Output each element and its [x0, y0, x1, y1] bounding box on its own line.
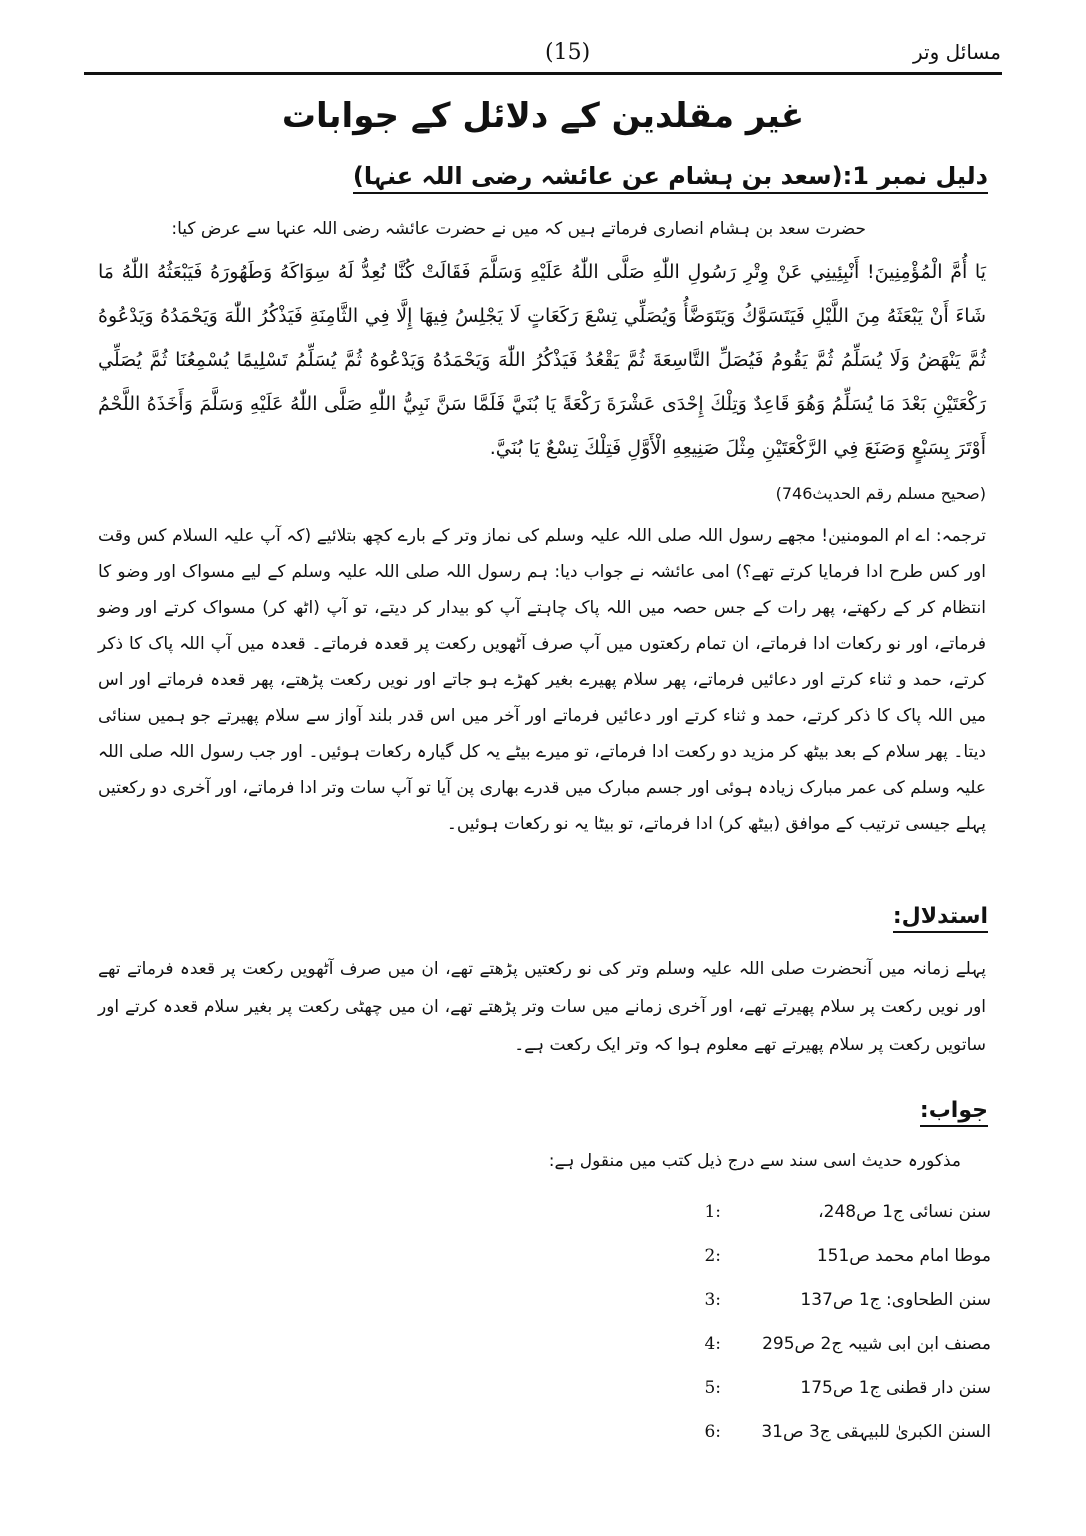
book-title: مسائل وتر: [913, 40, 1001, 64]
source-number: 5:: [704, 1378, 721, 1398]
list-item: [661, 1234, 991, 1278]
source-text: سنن دار قطنی ج1 ص175: [800, 1378, 991, 1398]
source-number: 3:: [704, 1290, 721, 1310]
list-item: [661, 1322, 991, 1366]
source-number: 2:: [704, 1246, 721, 1266]
jawab-heading: جواب:: [920, 1098, 988, 1127]
page-number: (15): [545, 40, 591, 65]
list-item: [661, 1366, 991, 1410]
dalil-intro: حضرت سعد بن ہشام انصاری فرماتے ہیں کہ میں نے حضرت عائشہ رضی اللہ عنہا سے عرض کیا:: [171, 219, 866, 239]
jawab-intro: مذکورہ حدیث اسی سند سے درج ذیل کتب میں منقول ہے:: [548, 1151, 961, 1171]
source-text: سنن الطحاوی: ج1 ص137: [800, 1290, 991, 1310]
istidlal-heading: استدلال:: [893, 904, 988, 933]
translation-paragraph: ترجمہ: اے ام المومنین! مجھے رسول اللہ صلی اللہ علیہ وسلم کی نماز وتر کے بارے کچھ بتلائیے (کہ آپ علیہ السلام کس وقت اور کس طرح ادا فرمایا کرتے تھے؟) امی عائشہ نے جواب دیا: ہم رسول اللہ صلی اللہ علیہ وسلم کے لیے مسواک اور وضو کا انتظام کر کے رکھتے، پھر رات کے جس حصہ میں اللہ پاک چاہتے آپ کو بیدار کر دیتے، تو آپ (اٹھ کر) مسواک کرتے اور وضو فرماتے، اور نو رکعات ادا فرماتے، ان تمام رکعتوں میں آپ صرف آٹھویں رکعت پر قعدہ فرماتے۔ قعدہ میں آپ اللہ پاک کا ذکر کرتے، حمد و ثناء کرتے اور دعائیں فرماتے، پھر سلام پھیرے بغیر کھڑے ہو جاتے اور نویں رکعت پڑھتے، پھر قعدہ فرماتے اور اس میں اللہ پاک کا ذکر کرتے، حمد و ثناء کرتے اور دعائیں فرماتے اور آخر میں اس قدر بلند آواز سے سلام پھیرتے جو ہمیں سنائی دیتا۔ پھر سلام کے بعد بیٹھ کر مزید دو رکعت ادا فرماتے، تو میرے بیٹے یہ کل گیارہ رکعات ہوئیں۔ اور جب رسول اللہ صلی اللہ علیہ وسلم کی عمر مبارک زیادہ ہوئی اور جسم مبارک میں قدرے بھاری پن آیا تو آپ سات وتر ادا فرماتے، اور آخری دو رکعتیں پہلے جیسی ترتیب کے موافق (بیٹھ کر) ادا فرماتے، تو بیٹا یہ نو رکعات ہوئیں۔: [98, 526, 986, 834]
source-text: مصنف ابن ابی شیبہ ج2 ص295: [762, 1334, 991, 1354]
source-number: 4:: [704, 1334, 721, 1354]
source-text: السنن الکبریٰ للبیہقی ج3 ص31: [761, 1422, 991, 1442]
list-item: [661, 1410, 991, 1454]
source-text: سنن نسائی ج1 ص248،: [818, 1202, 991, 1222]
header-rule: [84, 72, 1002, 75]
source-number: 6:: [704, 1422, 721, 1442]
list-item: [661, 1278, 991, 1322]
dalil-heading: دلیل نمبر 1:(سعد بن ہشام عن عائشہ رضی اللہ عنہا): [353, 162, 988, 194]
source-number: 1:: [704, 1202, 721, 1222]
arabic-hadith-text: يَا أُمَّ الْمُؤْمِنِينَ! أَنْبِئِينِي عَنْ وِتْرِ رَسُولِ اللّٰهِ صَلَّى اللّٰهُ عَلَيْهِ وَسَلَّمَ فَقَالَتْ كُنَّا نُعِدُّ لَهُ سِوَاكَهُ وَطَهُورَهُ فَيَبْعَثُهُ اللّٰهُ مَا شَاءَ أَنْ يَبْعَثَهُ مِنَ اللَّيْلِ فَيَتَسَوَّكُ وَيَتَوَضَّأُ وَيُصَلِّي تِسْعَ رَكَعَاتٍ لَا يَجْلِسُ فِيهَا إِلَّا فِي الثَّامِنَةِ فَيَذْكُرُ اللّٰهَ وَيَحْمَدُهُ وَيَدْعُوهُ ثُمَّ يَنْهَضُ وَلَا يُسَلِّمُ ثُمَّ يَقُومُ فَيُصَلِّ التَّاسِعَةَ ثُمَّ يَقْعُدُ فَيَذْكُرُ اللّٰهَ وَيَحْمَدُهُ وَيَدْعُوهُ ثُمَّ يُسَلِّمُ تَسْلِيمًا يُسْمِعُنَا ثُمَّ يُصَلِّي رَكْعَتَيْنِ بَعْدَ مَا يُسَلِّمُ وَهُوَ قَاعِدٌ وَتِلْكَ إِحْدَى عَشْرَةَ رَكْعَةً يَا بُنَيَّ فَلَمَّا سَنَّ نَبِيُّ اللّٰهِ صَلَّى اللّٰهُ عَلَيْهِ وَسَلَّمَ وَأَخَذَهُ اللَّحْمُ أَوْتَرَ بِسَبْعٍ وَصَنَعَ فِي الرَّكْعَتَيْنِ مِثْلَ صَنِيعِهِ الْأَوَّلِ فَتِلْكَ تِسْعٌ يَا بُنَيَّ.: [98, 261, 986, 459]
hadith-reference: (صحیح مسلم رقم الحدیث746): [775, 484, 986, 503]
page-title: غیر مقلدین کے دلائل کے جوابات: [281, 96, 805, 136]
source-text: موطا امام محمد ص151: [816, 1246, 991, 1266]
list-item: [661, 1190, 991, 1234]
source-list: [661, 1190, 991, 1454]
istidlal-paragraph: پہلے زمانہ میں آنحضرت صلی اللہ علیہ وسلم وتر کی نو رکعتیں پڑھتے تھے، ان میں صرف آٹھویں رکعت پر قعدہ فرماتے تھے اور نویں رکعت پر سلام پھیرتے تھے، اور آخری زمانے میں سات وتر پڑھتے تھے، ان میں چھٹی رکعت پر بغیر سلام قعدہ کرتے اور ساتویں رکعت پر سلام پھیرتے تھے معلوم ہوا کہ وتر ایک رکعت ہے۔: [98, 959, 986, 1055]
